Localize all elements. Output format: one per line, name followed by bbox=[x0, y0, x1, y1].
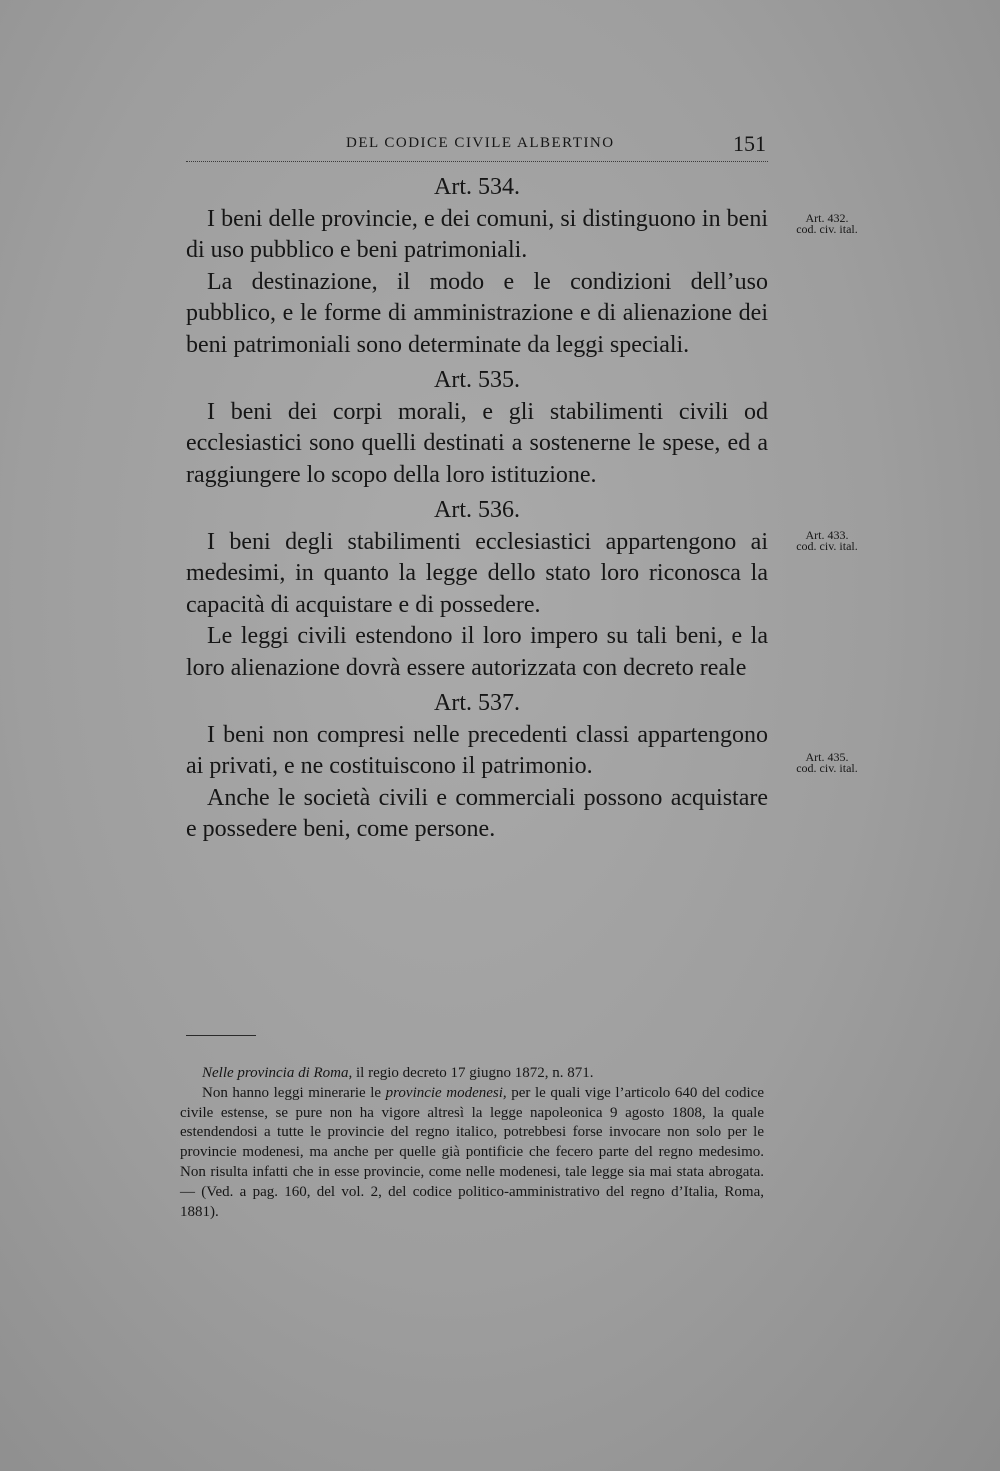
article-534-paragraph-1: I beni delle provincie, e dei comuni, si distinguono in beni di uso pubblico e beni patrimoniali. bbox=[186, 205, 768, 263]
article-535-paragraph-1: I beni dei corpi morali, e gli stabilimenti civili od ecclesiastici sono quelli destinati a sostenerne le spese, ed a raggiungere lo scopo della loro istituzione. bbox=[186, 398, 768, 488]
margin-note-art-432 bbox=[786, 213, 868, 235]
footnote-2-emphasis: provincie modenesi, bbox=[385, 1084, 507, 1101]
article-534-paragraph-2: La destinazione, il modo e le condizioni dell’uso pubblico, e le forme di amministrazione e di alienazione dei beni patrimoniali sono determinate da leggi speciali. bbox=[186, 268, 768, 358]
footnotes bbox=[180, 1064, 764, 1222]
running-title: DEL CODICE CIVILE ALBERTINO bbox=[346, 135, 615, 151]
margin-note-art-435 bbox=[786, 752, 868, 774]
article-537-paragraph-2: Anche le società civili e commerciali possono acquistare e possedere beni, come persone. bbox=[186, 784, 768, 842]
article-536-paragraph-2: Le leggi civili estendono il loro impero su tali beni, e la loro alienazione dovrà essere autorizzata con decreto reale bbox=[186, 623, 768, 681]
margin-note-line: Art. 433. bbox=[805, 528, 849, 542]
footnote-1-text: il regio decreto 17 giugno 1872, n. 871. bbox=[352, 1065, 594, 1081]
footnote-2-text-c: per le quali vige l’articolo 640 del codice civile estense, se pure non ha vigore altresì la legge napoleonica 9 agosto 1808, la quale estendendosi a tutte le provincie del regno italico, potrebbesi forse invocare non solo per le provincie modenesi, ma anche per quelle già pontificie che fecero parte del regno medesimo. Non risulta infatti che in esse provincie, come nelle modenesi, tale legge sia mai stata abrogata. — (Ved. a pag. 160, del vol. 2, del codice politico-amministrativo del regno d’Italia, Roma, 1881). bbox=[180, 1084, 764, 1220]
page-header bbox=[186, 131, 768, 162]
page-number: 151 bbox=[733, 131, 766, 156]
margin-note-line: Art. 435. bbox=[805, 750, 849, 764]
footnote-2 bbox=[180, 1084, 764, 1223]
main-text bbox=[186, 172, 768, 846]
margin-note-line: cod. civ. ital. bbox=[796, 761, 858, 775]
article-537-paragraph-1: I beni non compresi nelle precedenti classi appartengono ai privati, e ne costituiscono il patrimonio. bbox=[186, 721, 768, 779]
margin-note-line: cod. civ. ital. bbox=[796, 222, 858, 236]
article-536-paragraph-1: I beni degli stabilimenti ecclesiastici appartengono ai medesimi, in quanto la legge dello stato loro riconosca la capacità di acquistare e di possedere. bbox=[186, 528, 768, 618]
footnote-1-lead: Nelle provincia di Roma, bbox=[202, 1065, 353, 1081]
footnote-divider bbox=[186, 1035, 256, 1036]
footnote-2-text-a: Non hanno leggi minerarie le bbox=[202, 1084, 386, 1101]
article-heading-537: Art. 537. bbox=[434, 690, 520, 716]
article-heading-536: Art. 536. bbox=[434, 497, 520, 523]
margin-note-art-433 bbox=[786, 530, 868, 552]
margin-note-line: cod. civ. ital. bbox=[796, 539, 858, 553]
footnote-1 bbox=[180, 1064, 764, 1084]
article-heading-535: Art. 535. bbox=[434, 367, 520, 393]
article-heading-534: Art. 534. bbox=[434, 174, 520, 200]
margin-note-line: Art. 432. bbox=[805, 211, 849, 225]
